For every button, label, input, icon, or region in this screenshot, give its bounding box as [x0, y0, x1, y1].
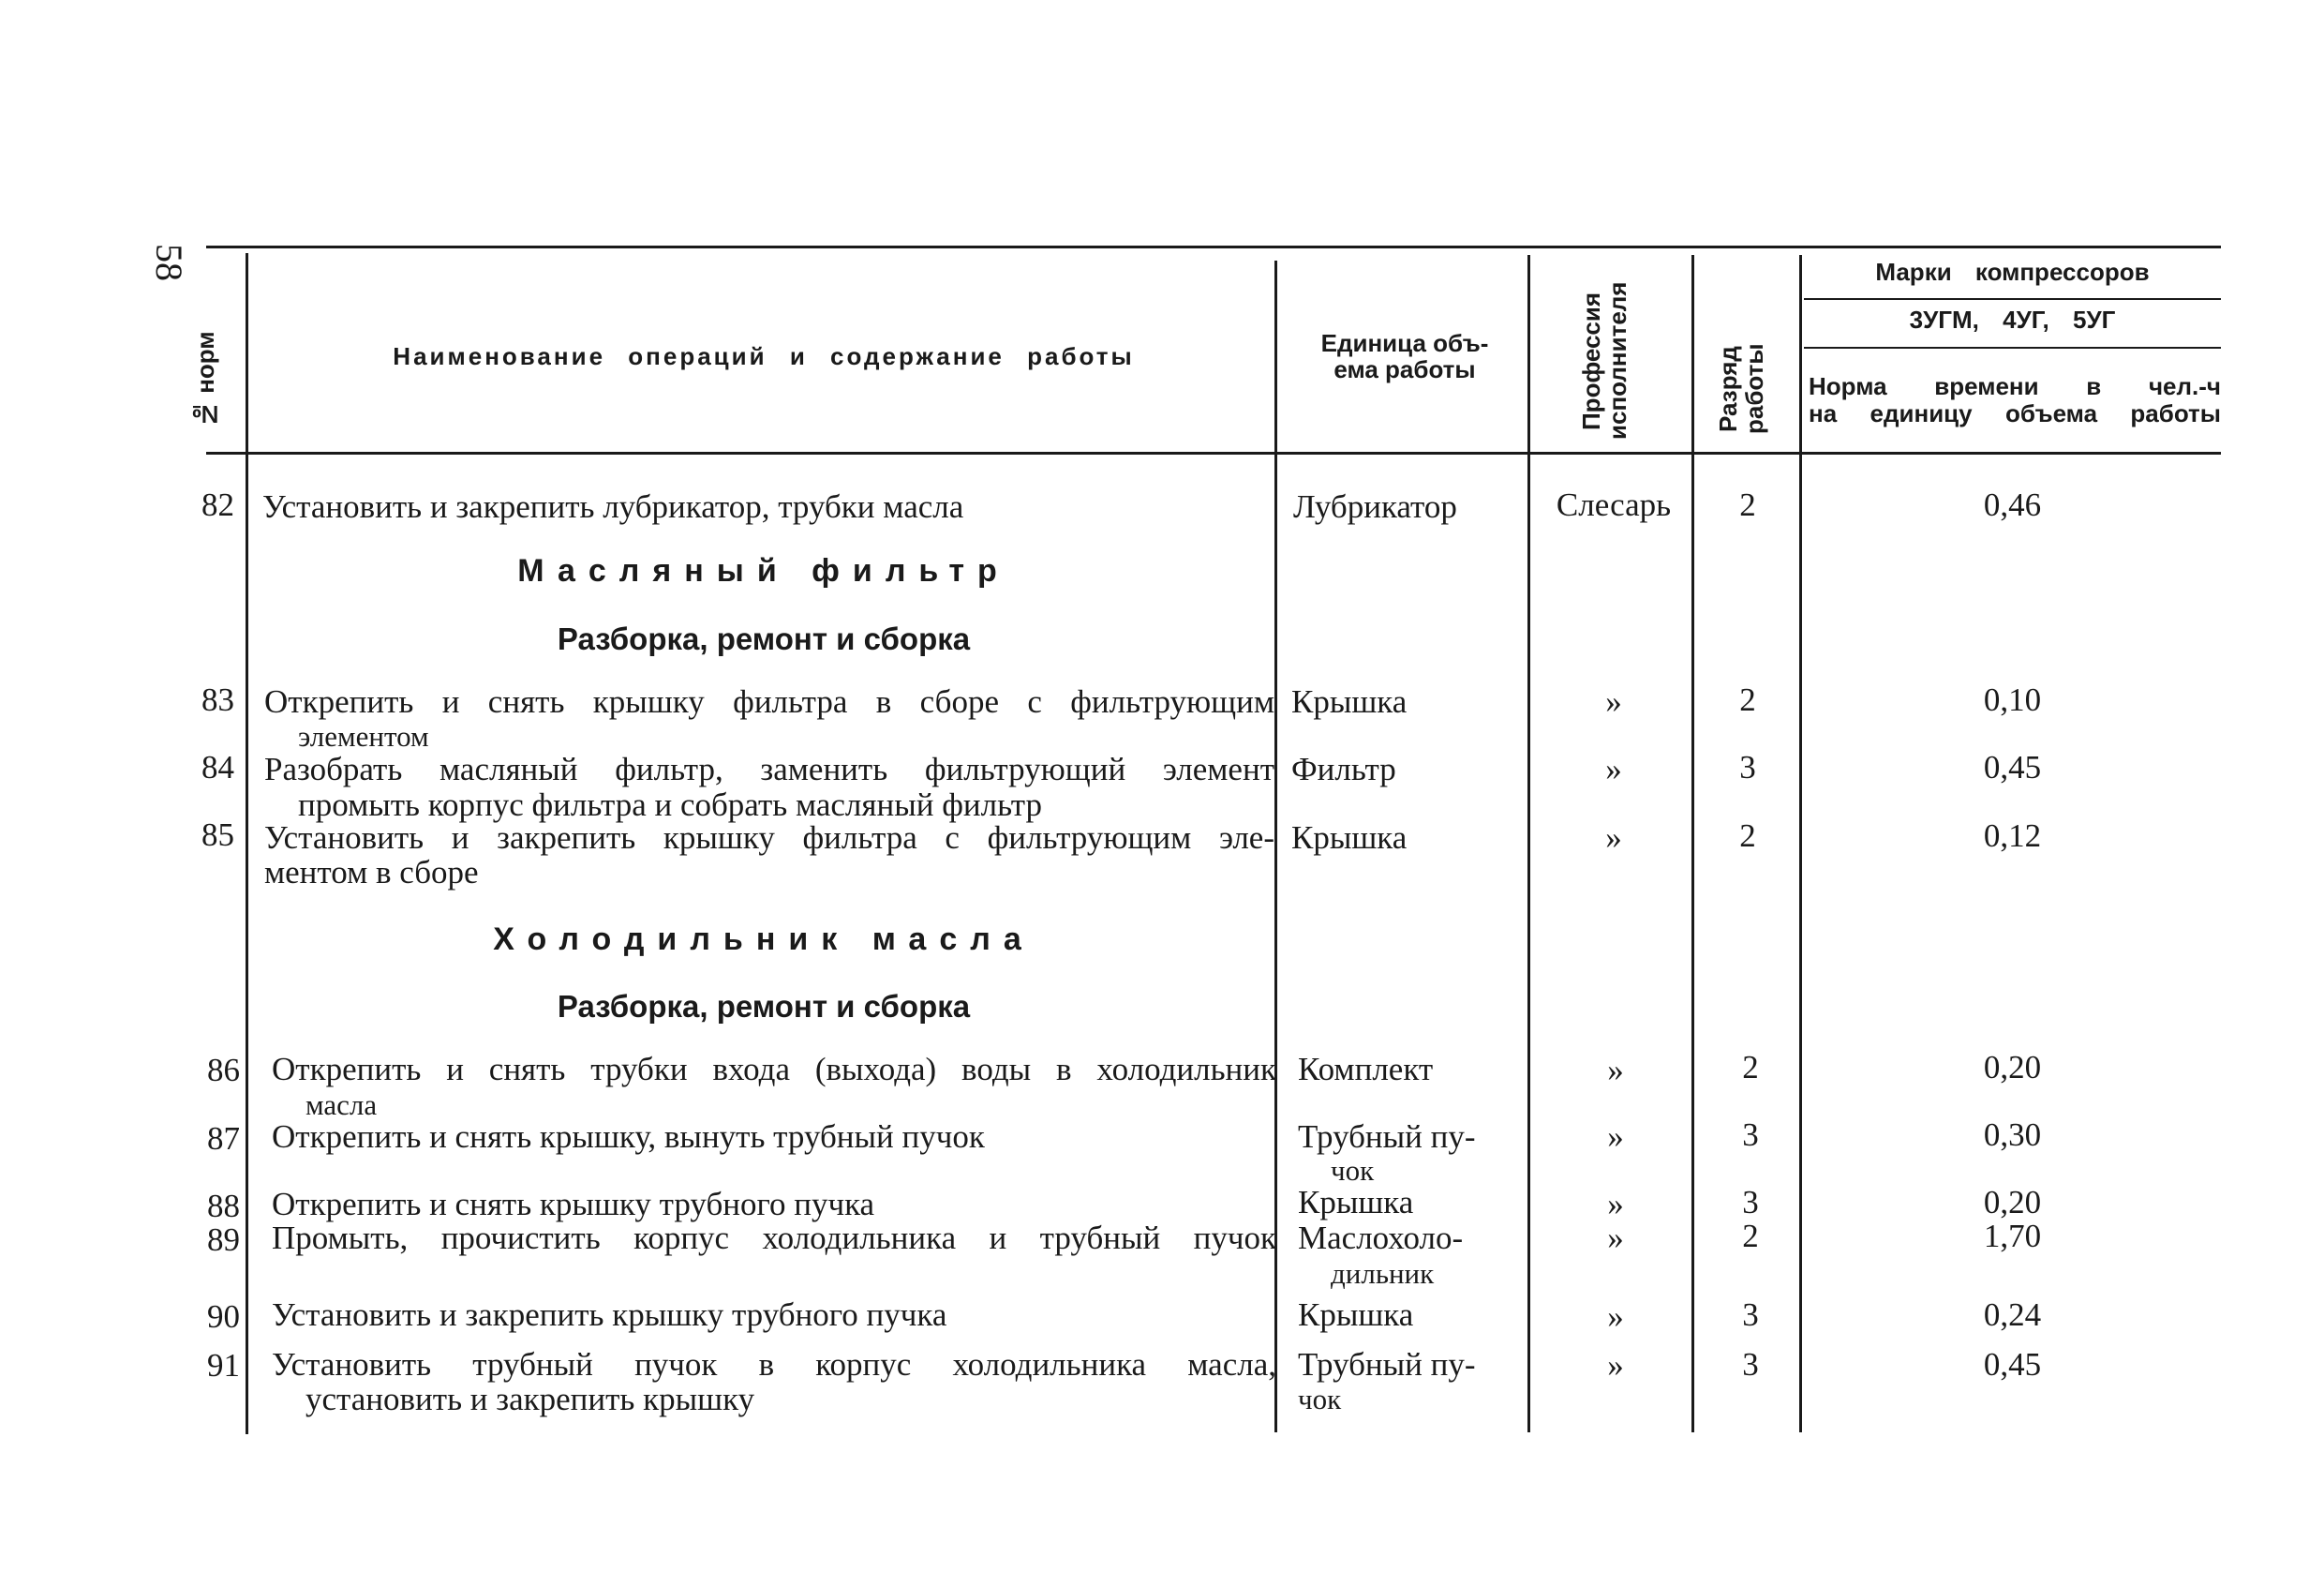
row-91-unit-line1: Трубный пу- [1298, 1346, 1476, 1383]
row-91-num: 91 [207, 1347, 240, 1384]
row-91-unit-line2: чок [1298, 1383, 1342, 1415]
row-83-desc-line1: Открепить и снять крышку фильтра в сборе с фильтрующим [264, 683, 1274, 720]
row-88-prof: » [1607, 1186, 1624, 1222]
row-87-unit-line1: Трубный пу- [1298, 1118, 1476, 1155]
row-86-norm: 0,20 [1983, 1049, 2042, 1085]
col-rule-1 [246, 253, 248, 1434]
header-col-unit [1282, 330, 1527, 382]
col-rule-3 [1527, 255, 1530, 1432]
header-col-name: Наименование операций и содержание работы [393, 342, 1135, 370]
row-87-desc: Открепить и снять крышку, вынуть трубный пучок [272, 1118, 985, 1155]
row-83-norm: 0,10 [1983, 681, 2042, 718]
row-89-unit-line1: Маслохоло- [1298, 1220, 1464, 1256]
header-col-grade-line1: Разряд [1714, 346, 1742, 432]
row-90-prof: » [1607, 1298, 1624, 1335]
header-col-unit-line1: Единица объ- [1320, 329, 1489, 357]
header-brands-rule [1804, 298, 2221, 300]
row-87-num: 87 [207, 1120, 240, 1157]
row-83-desc-line2: элементом [298, 720, 429, 753]
row-89-desc: Промыть, прочистить корпус холодильника и трубный пучок [272, 1220, 1276, 1256]
row-90-desc: Установить и закрепить крышку трубного пучка [272, 1296, 947, 1333]
row-89-grade: 2 [1742, 1218, 1759, 1254]
header-models-rule [1804, 347, 2221, 349]
header-col-prof-line1: Профессия [1577, 292, 1605, 430]
row-88-grade: 3 [1742, 1184, 1759, 1220]
col-rule-2 [1274, 261, 1277, 1432]
row-86-num: 86 [207, 1052, 240, 1088]
row-83-prof: » [1605, 683, 1622, 720]
row-82-unit: Лубрикатор [1293, 488, 1457, 525]
row-88-norm: 0,20 [1983, 1184, 2042, 1220]
header-col-brands: Марки компрессоров [1875, 258, 2150, 286]
header-col-norm [1809, 373, 2221, 427]
row-91-norm: 0,45 [1983, 1346, 2042, 1383]
row-87-norm: 0,30 [1983, 1116, 2042, 1153]
row-90-grade: 3 [1742, 1296, 1759, 1333]
row-85-grade: 2 [1739, 817, 1756, 854]
row-87-unit-line2: чок [1331, 1154, 1375, 1187]
row-84-num: 84 [201, 749, 234, 786]
section-subtitle-oil-cooler: Разборка, ремонт и сборка [557, 989, 971, 1024]
row-84-grade: 3 [1739, 749, 1756, 786]
header-col-grade [1715, 337, 1767, 441]
header-top-rule [206, 246, 2221, 248]
row-86-desc-line1: Открепить и снять трубки входа (выхода) воды в холодильник [272, 1051, 1276, 1087]
row-85-prof: » [1605, 819, 1622, 856]
row-90-num: 90 [207, 1298, 240, 1335]
section-title-oil-filter: Масляный фильтр [517, 553, 1010, 589]
row-86-desc-line2: масла [305, 1088, 378, 1121]
row-85-unit: Крышка [1291, 819, 1408, 856]
header-bottom-rule [206, 452, 2221, 455]
row-88-desc: Открепить и снять крышку трубного пучка [272, 1186, 875, 1222]
row-88-num: 88 [207, 1188, 240, 1224]
row-89-num: 89 [207, 1221, 240, 1258]
row-90-norm: 0,24 [1983, 1296, 2042, 1333]
header-col-prof [1578, 281, 1631, 441]
row-82-num: 82 [201, 487, 234, 523]
section-title-oil-cooler: Холодильник масла [493, 921, 1035, 957]
row-82-grade: 2 [1739, 487, 1756, 523]
page-number: 58 [148, 244, 190, 281]
header-col-prof-line2: исполнителя [1603, 281, 1631, 441]
row-83-num: 83 [201, 681, 234, 718]
row-91-desc-line2: установить и закрепить крышку [305, 1381, 755, 1417]
row-86-prof: » [1607, 1052, 1624, 1088]
header-col-norm-line1: Норма времени в чел.-ч [1809, 372, 2221, 400]
row-84-norm: 0,45 [1983, 749, 2042, 786]
row-87-grade: 3 [1742, 1116, 1759, 1153]
row-90-unit: Крышка [1298, 1296, 1414, 1333]
section-subtitle-oil-filter: Разборка, ремонт и сборка [557, 621, 971, 656]
header-col-norm-line2: на единицу объема работы [1809, 399, 2221, 427]
header-col-num: № норм [191, 331, 219, 428]
row-82-norm: 0,46 [1983, 487, 2042, 523]
header-col-models: 3УГМ, 4УГ, 5УГ [1909, 306, 2116, 334]
row-83-unit: Крышка [1291, 683, 1408, 720]
row-84-unit: Фильтр [1291, 751, 1396, 787]
row-86-unit: Комплект [1298, 1051, 1434, 1087]
row-86-grade: 2 [1742, 1049, 1759, 1085]
row-91-prof: » [1607, 1347, 1624, 1384]
header-col-unit-line2: ема работы [1333, 355, 1476, 383]
row-88-unit: Крышка [1298, 1184, 1414, 1220]
row-87-prof: » [1607, 1118, 1624, 1155]
row-84-desc-line1: Разобрать масляный фильтр, заменить фильтрующий элемент [264, 751, 1274, 787]
row-89-unit-line2: дильник [1331, 1257, 1435, 1290]
row-82-prof: Слесарь [1556, 487, 1672, 523]
header-col-grade-line2: работы [1740, 343, 1768, 435]
row-82-desc: Установить и закрепить лубрикатор, трубки масла [262, 488, 964, 525]
row-85-norm: 0,12 [1983, 817, 2042, 854]
row-89-prof: » [1607, 1220, 1624, 1256]
row-89-norm: 1,70 [1983, 1218, 2042, 1254]
row-85-desc-line1: Установить и закрепить крышку фильтра с фильтрующим эле- [264, 819, 1274, 856]
row-84-prof: » [1605, 751, 1622, 787]
row-84-desc-line2: промыть корпус фильтра и собрать масляный фильтр [298, 786, 1042, 823]
row-91-grade: 3 [1742, 1346, 1759, 1383]
row-91-desc-line1: Установить трубный пучок в корпус холодильника масла, [272, 1346, 1276, 1383]
row-85-desc-line2: ментом в сборе [264, 854, 479, 891]
col-rule-5 [1799, 255, 1802, 1432]
row-85-num: 85 [201, 816, 234, 853]
row-83-grade: 2 [1739, 681, 1756, 718]
